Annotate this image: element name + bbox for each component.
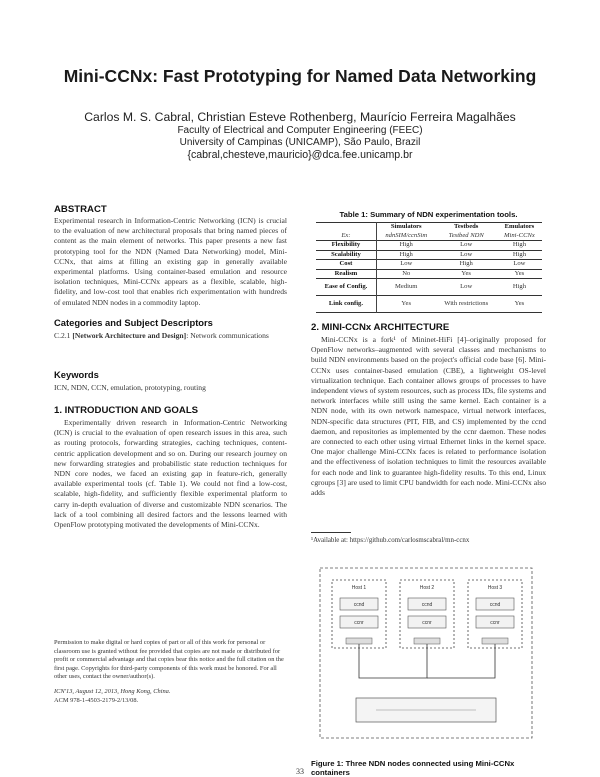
footnote-text: ¹Available at: https://github.com/carlosmscabral/mn-ccnx — [311, 537, 470, 544]
node-label-3: Host 3 — [487, 585, 503, 591]
abstract-heading: ABSTRACT — [54, 204, 107, 215]
footnote-rule — [311, 532, 351, 533]
table-row-label: Flexibility — [316, 241, 376, 251]
table-row-label: Cost — [316, 260, 376, 270]
veth-interface-1 — [346, 638, 372, 644]
table-cell: High — [399, 250, 413, 258]
affiliation-faculty: Faculty of Electrical and Computer Engineering (FEEC) — [177, 125, 423, 136]
figure-1 — [316, 558, 536, 758]
table-cell: High — [512, 283, 526, 290]
table-header-cell: Simulators — [390, 223, 422, 231]
figure-caption: Figure 1: Three NDN nodes connected using Mini-CCNx containers — [311, 759, 515, 777]
keywords-text: ICN, NDN, CCN, emulation, prototyping, routing — [54, 383, 206, 392]
table-row-label: Scalability — [316, 250, 376, 260]
abstract-text: Experimental research in Information-Centric Networking (ICN) is crucial to the evaluation of new architectural proposals that bring named pieces of content as the main element of networks. This paper presents a new fast prototyping tool for the NDN (Named Data Networking) model, Mini-CCNx, that aims at filling an existing gap in generally available experimental platforms. Using container-based emulation and resource isolation techniques, Mini-CCNx appears as a flexible, scalable, high-fidelity, and low-cost tool that enables rich experimentation with hundreds of emulated NDN nodes in a commodity laptop. — [54, 216, 287, 307]
table-header-cell: Testbeds — [454, 223, 479, 231]
table-row — [316, 279, 542, 296]
table-cell: No — [402, 269, 411, 277]
table-row-label: Ease of Config. — [316, 279, 376, 296]
section2-heading: 2. MINI-CCNx ARCHITECTURE — [311, 322, 450, 333]
author-list: Carlos M. S. Cabral, Christian Esteve Rothenberg, Maurício Ferreira Magalhães — [84, 110, 516, 124]
tools-table — [316, 222, 542, 313]
table-cell: Yes — [401, 300, 412, 307]
table-example-cell: Ex: — [316, 232, 376, 241]
table-cell: High — [512, 250, 526, 258]
table-cell: Yes — [514, 269, 525, 277]
table-row-label: Link config. — [316, 296, 376, 313]
node-label-2: Host 2 — [419, 585, 435, 591]
table-cell: High — [512, 241, 526, 249]
table-example-row — [316, 232, 542, 241]
table-cell: High — [459, 260, 473, 268]
table-row — [316, 241, 542, 251]
categories-text — [54, 331, 287, 341]
table-cell: Low — [460, 241, 473, 249]
table-row-label: Realism — [316, 269, 376, 279]
section2-text: Mini-CCNx is a fork¹ of Mininet-HiFi [4]–originally proposed for OpenFlow networks–augmented with several classes and mechanisms to build NDN environments based on the project's official code base [6]. Mini-CCNx uses container-based emulation (CBE), a lightweight OS-level virtualization technique. Each container allows groups of processes to have independent views of system resources, such as process IDs, file systems and network interfaces while still using the same kernel. Each container is a NDN node, with its own network namespace, virtual network interfaces, NDN-specific data structures (PIT, FIB, and CS) implemented by the ccnd daemon, and repositories as implemented by the ccnr daemon. These nodes are connected to each other using virtual Ethernet links in the kernel space. One major challenge Mini-CCNx faces is related to performance isolation and the effectiveness of isolation techniques to limit the resources available for each node and link to guarantee high-fidelity results. To this end, Linux cgroups [3] are used to limit CPU bandwidth for each node. Mini-CCNx also adds — [311, 335, 546, 498]
table-cell: Low — [460, 283, 473, 290]
ccnr-label-2: ccnr — [422, 620, 432, 626]
table-cell: Low — [460, 250, 473, 258]
table-row — [316, 296, 542, 313]
table-cell: Yes — [461, 269, 471, 277]
table-header-cell — [316, 223, 376, 232]
ccnd-label-2: ccnd — [421, 602, 433, 608]
acm-line: ACM 978-1-4503-2179-2/13/08. — [54, 697, 139, 704]
venue-line: ICN'13, August 12, 2013, Hong Kong, China. — [54, 688, 171, 695]
author-emails: {cabral,chesteve,mauricio}@dca.fee.unicamp.br — [187, 149, 413, 161]
table-cell: Medium — [395, 283, 418, 290]
ccnd-label-1: ccnd — [353, 602, 365, 608]
categories-suffix: : Network communications — [186, 331, 269, 340]
table-cell: High — [399, 241, 413, 249]
table-row — [316, 260, 542, 270]
table-cell: Low — [513, 260, 526, 268]
veth-interface-3 — [482, 638, 508, 644]
table-example-cell: ndnSIM/ccnSim — [385, 231, 428, 239]
keywords-heading: Keywords — [54, 369, 99, 380]
veth-interface-2 — [414, 638, 440, 644]
ccnd-label-3: ccnd — [489, 602, 501, 608]
intro-text: Experimentally driven research in Information-Centric Networking (ICN) is crucial to the evaluation of open research issues in this area, such as routing protocols, forwarding strategies, caching techniques, content-centric application development and so on. During our research journey on new forwarding strategies and probabilistic state reduction techniques for NDN core nodes, we faced an existing gap in feature-rich, generally available experimental tools (cf. Table 1). We could not find a low-cost, scalable, high-fidelity, and sufficiently flexible experimental platform to carry in-depth evaluation of diverse and customizable NDN scenarios. The lack of a tool combining all desired factors and the lessons learned with OpenFlow prototyping motivated the developments of Mini-CCNx. — [54, 418, 287, 530]
table-header-cell: Emulators — [504, 223, 535, 231]
table-example-cell: Mini-CCNx — [504, 231, 535, 239]
page-number: 33 — [296, 767, 304, 776]
paper-title: Mini-CCNx: Fast Prototyping for Named Data Networking — [63, 66, 537, 86]
table-row — [316, 269, 542, 279]
ccnr-label-1: ccnr — [354, 620, 364, 626]
categories-heading: Categories and Subject Descriptors — [54, 317, 213, 328]
table-cell: Low — [400, 260, 413, 268]
categories-bold: [Network Architecture and Design] — [72, 331, 187, 340]
table-example-cell: Testbed NDN — [448, 231, 484, 239]
table-header-row — [316, 223, 542, 232]
affiliation-university: University of Campinas (UNICAMP), São Paulo, Brazil — [179, 137, 421, 148]
table-row — [316, 250, 542, 260]
permission-notice: Permission to make digital or hard copies of part or all of this work for personal or classroom use is granted without fee provided that copies are not made or distributed for profit or commercial advantage and that copies bear this notice and the full citation on the first page. Copyrights for third-party components of this work must be honored. For all other uses, contact the owner/author(s). — [54, 639, 284, 681]
table-cell: With restrictions — [444, 300, 489, 307]
categories-code: C.2.1 — [54, 331, 73, 340]
intro-heading: 1. INTRODUCTION AND GOALS — [54, 405, 199, 416]
table-cell: Yes — [514, 300, 525, 307]
table-caption: Table 1: Summary of NDN experimentation tools. — [339, 210, 518, 219]
ccnr-label-3: ccnr — [490, 620, 500, 626]
node-label-1: Host 1 — [351, 585, 367, 591]
figure-1-diagram — [316, 558, 536, 758]
